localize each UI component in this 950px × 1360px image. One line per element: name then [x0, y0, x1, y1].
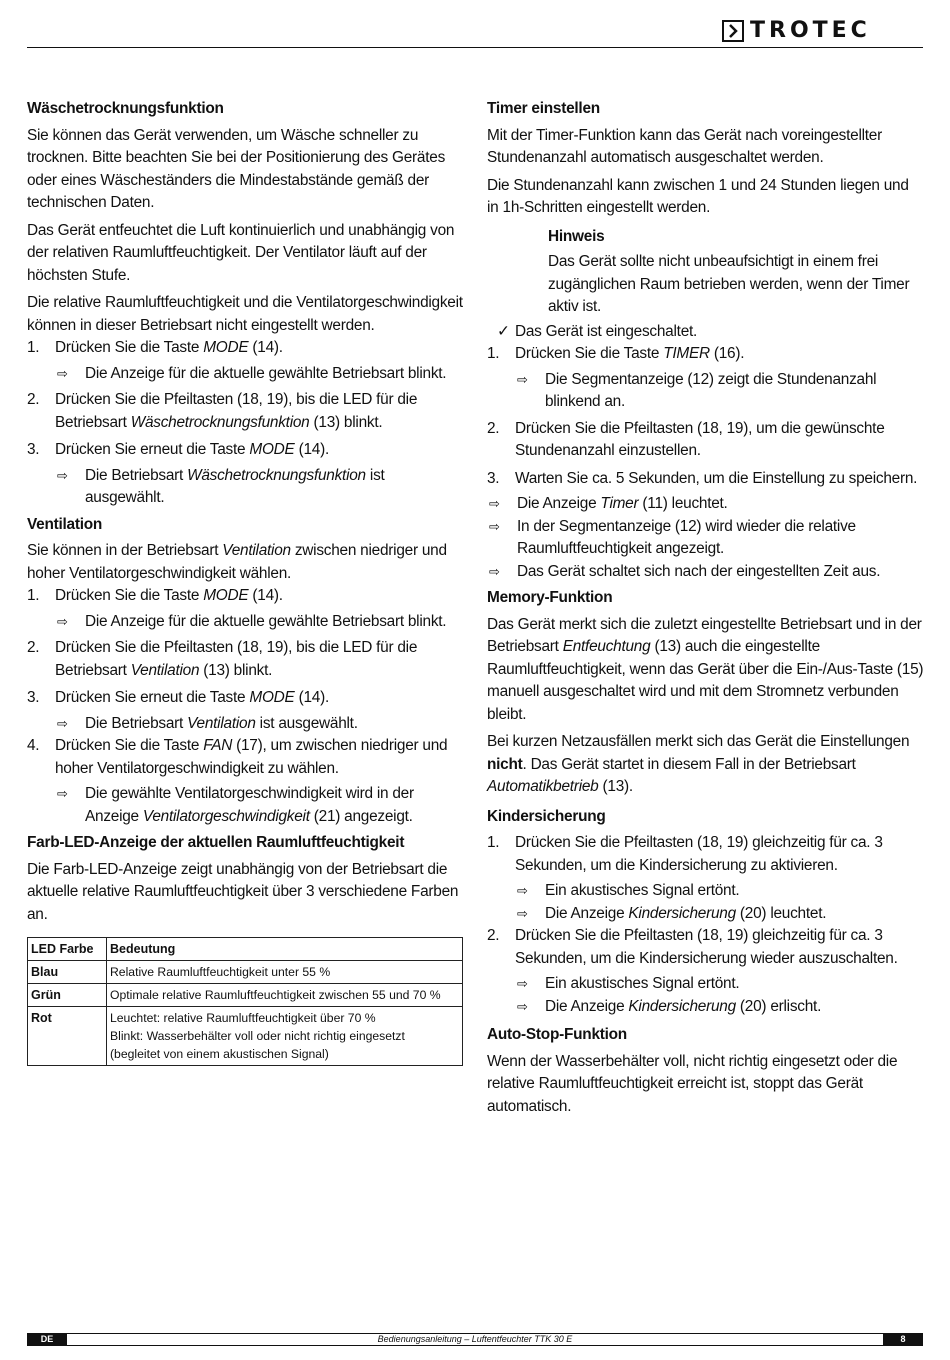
table-header: Bedeutung	[107, 938, 463, 961]
step-number: 2.	[487, 419, 500, 437]
table-cell: Blau	[28, 961, 107, 984]
header-divider	[27, 47, 923, 48]
table-row	[28, 1007, 463, 1066]
step-text: Drücken Sie die Pfeiltasten (18, 19), bis die LED für die Betriebsart Wäschetrocknungsfunktion (13) blinkt.	[55, 391, 418, 431]
step-number: 2.	[487, 927, 500, 944]
step-number: 1.	[487, 834, 500, 851]
step-number: 1.	[27, 587, 40, 604]
arrow-right-icon: ⇨	[57, 715, 68, 731]
list-item	[27, 439, 463, 462]
result-item: ⇨ Die Anzeige Kindersicherung (20) erlischt.	[515, 996, 924, 1019]
step-number: 1.	[27, 339, 40, 356]
arrow-right-icon: ⇨	[489, 563, 500, 579]
arrow-right-icon: ⇨	[517, 998, 528, 1014]
table-cell: Relative Raumluftfeuchtigkeit unter 55 %	[107, 961, 463, 984]
arrow-right-icon: ⇨	[57, 786, 68, 801]
result-item: ⇨ Die Anzeige für die aktuelle gewählte Betriebsart blinkt.	[55, 611, 463, 634]
step-number: 3.	[487, 469, 500, 487]
section-title: Kindersicherung	[487, 807, 606, 825]
hint-title: Hinweis	[548, 227, 605, 245]
step-number: 2.	[27, 639, 40, 656]
hint-box	[548, 226, 924, 319]
section-title: Memory-Funktion	[487, 589, 613, 606]
arrow-right-icon: ⇨	[489, 496, 500, 511]
paragraph: Das Gerät merkt sich die zuletzt eingestellte Betriebsart und in der Betriebsart Entfeuchtung (13) auch die eingestellte Raumluftfeuchtigkeit, wenn das Gerät über die Ein-/Aus-Taste (15) manuell ausgeschaltet wird und mit dem Stromnetz verbunden bleibt.	[487, 615, 924, 723]
table-cell: Leuchtet: relative Raumluftfeuchtigkeit über 70 % Blinkt: Wasserbehälter voll oder nicht richtig eingesetzt (begleitet von einem akustischen Signal)	[107, 1007, 463, 1066]
list-item	[27, 687, 463, 710]
paragraph: Mit der Timer-Funktion kann das Gerät nach voreingestellter Stundenanzahl automatisch ausgeschaltet werden.	[487, 126, 882, 166]
step-text: Warten Sie ca. 5 Sekunden, um die Einstellung zu speichern.	[515, 469, 918, 487]
paragraph: Sie können das Gerät verwenden, um Wäsche schneller zu trocknen. Bitte beachten Sie bei der Positionierung des Gerätes oder eines Wäscheständers die Mindestabstände gemäß der technischen Daten.	[27, 126, 446, 211]
arrow-right-icon: ⇨	[57, 365, 68, 381]
step-text: Drücken Sie die Taste MODE (14).	[55, 587, 283, 604]
result-item: ⇨ Die Anzeige für die aktuelle gewählte Betriebsart blinkt.	[55, 363, 463, 386]
step-number: 4.	[27, 737, 40, 754]
list-item	[487, 418, 924, 463]
paragraph: Die relative Raumluftfeuchtigkeit und die Ventilatorgeschwindigkeit können in dieser Betriebsart nicht eingestellt werden.	[27, 294, 463, 334]
paragraph: Sie können in der Betriebsart Ventilation zwischen niedriger und hoher Ventilatorgeschwindigkeit wählen.	[27, 542, 447, 582]
result-item: ⇨ Die Betriebsart Ventilation ist ausgewählt.	[55, 713, 463, 736]
result-item: ⇨ Die gewählte Ventilatorgeschwindigkeit wird in der Anzeige Ventilatorgeschwindigkeit (21) angezeigt.	[55, 783, 463, 828]
list-item	[487, 925, 924, 970]
table-cell: Optimale relative Raumluftfeuchtigkeit zwischen 55 und 70 %	[107, 984, 463, 1007]
paragraph: Wenn der Wasserbehälter voll, nicht richtig eingesetzt oder die relative Raumluftfeuchtigkeit erreicht ist, stoppt das Gerät automatisch.	[487, 1052, 898, 1115]
result-item: ⇨ Ein akustisches Signal ertönt.	[515, 880, 924, 903]
step-text: Drücken Sie erneut die Taste MODE (14).	[55, 689, 329, 706]
language-badge: DE	[27, 1333, 67, 1346]
section-title: Farb-LED-Anzeige der aktuellen Raumluftfeuchtigkeit	[27, 834, 405, 851]
led-color-table	[27, 937, 463, 1066]
table-header-row	[28, 938, 463, 961]
chevron-right-icon	[722, 20, 744, 42]
section-title: Timer einstellen	[487, 100, 600, 117]
step-text: Drücken Sie die Pfeiltasten (18, 19), bis die LED für die Betriebsart Ventilation (13) blinkt.	[55, 639, 418, 679]
list-item	[27, 585, 463, 608]
list-item	[27, 735, 463, 780]
section-title: Auto-Stop-Funktion	[487, 1026, 627, 1043]
step-number: 1.	[487, 345, 500, 362]
paragraph: Das Gerät entfeuchtet die Luft kontinuierlich und unabhängig von der relativen Raumluftfeuchtigkeit. Der Ventilator läuft auf der höchsten Stufe.	[27, 221, 455, 284]
result-item: ⇨ Die Betriebsart Wäschetrocknungsfunktion ist ausgewählt.	[55, 465, 463, 510]
step-text: Drücken Sie die Pfeiltasten (18, 19) gleichzeitig für ca. 3 Sekunden, um die Kindersicherung wieder auszuschalten.	[515, 927, 898, 967]
paragraph: Bei kurzen Netzausfällen merkt sich das Gerät die Einstellungen nicht. Das Gerät startet in diesem Fall in der Betriebsart Automatikbetrieb (13).	[487, 733, 910, 795]
left-column	[27, 96, 463, 1066]
step-text: Drücken Sie erneut die Taste MODE (14).	[55, 441, 329, 458]
section-title: Wäschetrocknungsfunktion	[27, 100, 224, 117]
list-item	[27, 389, 463, 434]
result-item: ⇨ Die Segmentanzeige (12) zeigt die Stundenanzahl blinkend an.	[515, 369, 924, 414]
arrow-right-icon: ⇨	[57, 613, 68, 629]
step-text: Drücken Sie die Taste MODE (14).	[55, 339, 283, 356]
right-column	[487, 96, 924, 1123]
arrow-right-icon: ⇨	[57, 467, 68, 483]
result-item: ⇨ Das Gerät schaltet sich nach der eingestellten Zeit aus.	[487, 561, 924, 584]
table-cell: Grün	[28, 984, 107, 1007]
paragraph: Die Farb-LED-Anzeige zeigt unabhängig von der Betriebsart die aktuelle relative Raumluftfeuchtigkeit über 3 verschiedene Farben an.	[27, 860, 459, 923]
result-item: ⇨ In der Segmentanzeige (12) wird wieder die relative Raumluftfeuchtigkeit angezeigt.	[487, 516, 924, 561]
table-cell: Rot	[28, 1007, 107, 1066]
page-footer	[27, 1333, 923, 1346]
hint-text: Das Gerät sollte nicht unbeaufsichtigt in einem frei zugänglichen Raum betrieben werden, wenn der Timer aktiv ist.	[548, 253, 910, 315]
step-number: 3.	[27, 441, 40, 458]
step-text: Drücken Sie die Pfeiltasten (18, 19), um die gewünschte Stundenanzahl einzustellen.	[515, 419, 885, 459]
brand-name: TROTEC	[750, 18, 871, 43]
precondition-item: ✓ Das Gerät ist eingeschaltet.	[487, 321, 924, 344]
table-header: LED Farbe	[28, 938, 107, 961]
arrow-right-icon: ⇨	[517, 371, 528, 387]
step-number: 2.	[27, 391, 40, 408]
result-item: ⇨ Die Anzeige Kindersicherung (20) leuchtet.	[515, 903, 924, 926]
step-text: Drücken Sie die Taste TIMER (16).	[515, 345, 745, 362]
page-number: 8	[883, 1333, 923, 1346]
checkmark-icon: ✓	[497, 322, 510, 340]
list-item	[487, 832, 924, 877]
result-item: ⇨ Ein akustisches Signal ertönt.	[515, 973, 924, 996]
step-number: 3.	[27, 689, 40, 706]
section-title: Ventilation	[27, 515, 103, 533]
arrow-right-icon: ⇨	[489, 518, 500, 534]
step-text: Drücken Sie die Pfeiltasten (18, 19) gleichzeitig für ca. 3 Sekunden, um die Kindersicherung zu aktivieren.	[515, 834, 883, 874]
document-title: Bedienungsanleitung – Luftentfeuchter TTK 30 E	[67, 1333, 883, 1346]
result-item: ⇨ Die Anzeige Timer (11) leuchtet.	[487, 493, 924, 516]
list-item	[487, 343, 924, 366]
table-row	[28, 984, 463, 1007]
list-item	[27, 637, 463, 682]
brand-logo	[722, 20, 871, 42]
arrow-right-icon: ⇨	[517, 883, 528, 898]
list-item	[27, 337, 463, 360]
arrow-right-icon: ⇨	[517, 905, 528, 921]
table-row	[28, 961, 463, 984]
paragraph: Die Stundenanzahl kann zwischen 1 und 24 Stunden liegen und in 1h-Schritten eingestellt werden.	[487, 176, 909, 216]
list-item	[487, 468, 924, 491]
arrow-right-icon: ⇨	[517, 976, 528, 991]
step-text: Drücken Sie die Taste FAN (17), um zwischen niedriger und hoher Ventilatorgeschwindigkeit zu wählen.	[55, 737, 448, 777]
